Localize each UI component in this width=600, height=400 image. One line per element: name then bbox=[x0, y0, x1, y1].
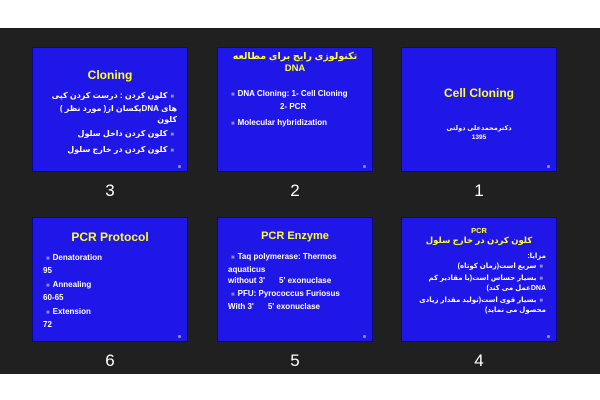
bullet-icon: ■ bbox=[170, 94, 174, 100]
slide-number: 6 bbox=[105, 351, 115, 370]
bullet-icon: ■ bbox=[231, 292, 235, 298]
slide-value: 60-65 bbox=[43, 293, 64, 302]
bullet-icon: ■ bbox=[170, 148, 174, 154]
bullet-icon: ■ bbox=[46, 283, 50, 289]
slide-number: 1 bbox=[474, 181, 484, 200]
slide-bullet: ■کلون کردن : درست کردن کپی های DNAیکسان از( مورد نظر ) کلون bbox=[51, 91, 177, 124]
slide-title: PCR Protocol bbox=[71, 230, 149, 244]
slide-value: 72 bbox=[43, 320, 52, 329]
page-marker-icon bbox=[363, 335, 366, 338]
slide-value: 95 bbox=[43, 266, 52, 275]
slide-thumbnail-6[interactable] bbox=[32, 217, 188, 342]
bullet-icon: ■ bbox=[539, 298, 543, 304]
slide-thumbnail-5[interactable] bbox=[217, 217, 373, 342]
slide-title: Cell Cloning bbox=[444, 86, 514, 100]
slide-number: 3 bbox=[105, 181, 115, 200]
slide-bullet: ■ PFU: Pyrococcus Furiosus bbox=[231, 289, 340, 298]
slide-title: PCR bbox=[471, 226, 487, 235]
slide-bullet: ■ Taq polymerase: Thermos aquaticus bbox=[228, 252, 337, 274]
page-marker-icon bbox=[547, 335, 550, 338]
slide-bullet: ■ Extension bbox=[46, 307, 91, 316]
slide-subtitle: کلون کردن در خارج سلول bbox=[425, 235, 533, 245]
slide-bullet-list bbox=[39, 90, 177, 157]
slide-thumbnail-4[interactable] bbox=[401, 217, 557, 342]
bullet-icon: ■ bbox=[46, 310, 50, 316]
slide-bullet-list bbox=[408, 252, 546, 316]
slide-author: دکترمحمدعلی دولتی bbox=[446, 125, 512, 132]
bullet-icon: ■ bbox=[170, 132, 174, 138]
slide-thumbnail-2[interactable] bbox=[217, 47, 373, 172]
slide-title: Cloning bbox=[87, 68, 133, 82]
slide-bullet: ■ DNA Cloning: 1- Cell Cloning bbox=[231, 89, 348, 98]
slide-number: 5 bbox=[290, 351, 300, 370]
slide-bullet-list bbox=[43, 252, 183, 331]
bullet-icon: ■ bbox=[539, 264, 543, 270]
slide-heading: مزایا: bbox=[527, 253, 546, 260]
slide-bullet-list bbox=[228, 88, 368, 130]
slide-number: 2 bbox=[290, 181, 300, 200]
slide-title: PCR Enzyme bbox=[261, 230, 329, 242]
slide-bullet: ■ Molecular hybridization bbox=[231, 118, 327, 127]
bullet-icon: ■ bbox=[231, 121, 235, 127]
page-marker-icon bbox=[178, 335, 181, 338]
slide-title: تکنولوژی رایج برای مطالعه DNA bbox=[232, 51, 358, 74]
bullet-icon: ■ bbox=[539, 276, 543, 282]
page-marker-icon bbox=[363, 165, 366, 168]
slide-bullet: ■ Denatoration bbox=[46, 253, 102, 262]
page-marker-icon bbox=[547, 165, 550, 168]
slide-bullet: ■بسیار حساس است(با مقادیر کم DNAعمل می کند) bbox=[428, 275, 546, 292]
slide-bullet: ■بسیار قوی است(تولید مقدار زیادی محصول می نماید) bbox=[419, 297, 546, 314]
slide-thumbnail-1[interactable] bbox=[401, 47, 557, 172]
slide-bullet: ■ Annealing bbox=[46, 280, 92, 289]
slide-bullet-continuation: 2- PCR bbox=[280, 102, 307, 111]
slide-bullet: ■کلون کردن در خارج سلول bbox=[67, 145, 174, 154]
page-marker-icon bbox=[178, 165, 181, 168]
bullet-icon: ■ bbox=[231, 255, 235, 261]
slide-text: without 3' 5' exonuclase bbox=[228, 276, 332, 285]
slide-bullet: ■سریع است(زمان کوتاه) bbox=[457, 263, 543, 270]
slide-number: 4 bbox=[474, 351, 484, 370]
bullet-icon: ■ bbox=[231, 92, 235, 98]
bullet-icon: ■ bbox=[46, 256, 50, 262]
slide-bullet: ■کلون کردن داخل سلول bbox=[77, 129, 174, 138]
slide-text: With 3' 5' exonuclase bbox=[228, 302, 320, 311]
slide-year: 1395 bbox=[471, 134, 487, 141]
slide-bullet-list bbox=[228, 251, 368, 312]
slide-thumbnail-3[interactable] bbox=[32, 47, 188, 172]
